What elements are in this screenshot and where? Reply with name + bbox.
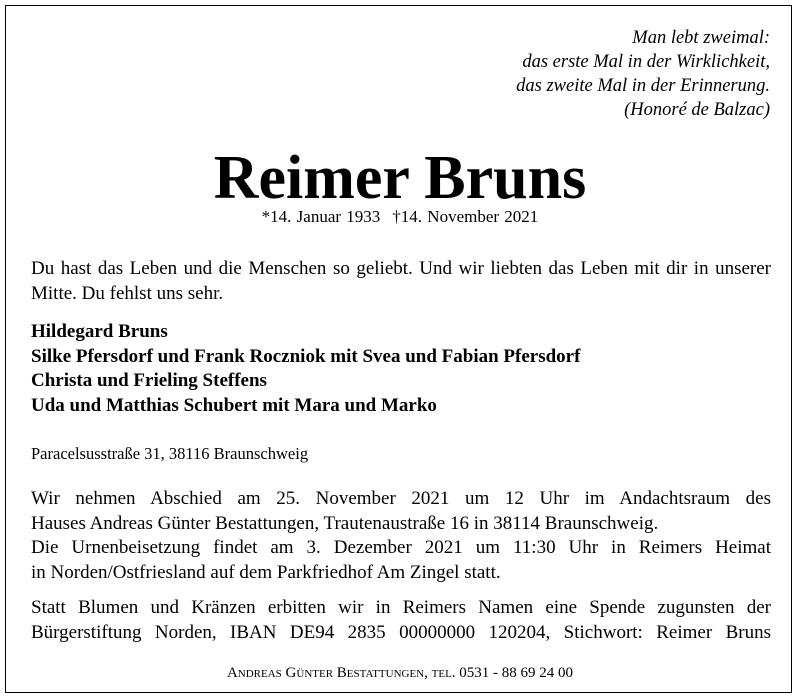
funeral-home-name: Andreas Günter Bestattungen <box>226 665 425 681</box>
mourner-line: Uda und Matthias Schubert mit Mara und Marko <box>31 394 437 416</box>
ceremony-text <box>31 487 771 585</box>
life-dates <box>0 206 800 228</box>
address: Paracelsusstraße 31, 38116 Braunschweig <box>31 444 309 463</box>
donation-line: Bürgerstiftung Norden, IBAN DE94 2835 00000000 120204, Stichwort: Reimer Bruns <box>31 621 771 643</box>
deceased-name: Reimer Bruns <box>213 144 587 212</box>
ceremony-line: Wir nehmen Abschied am 25. November 2021 um 12 Uhr im Andachtsraum des <box>31 488 771 509</box>
mourner-line: Hildegard Bruns <box>31 321 168 342</box>
donation-line: Statt Blumen und Kränzen erbitten wir in Reimers Namen eine Spende zugunsten der <box>31 597 771 618</box>
mourner-line: Silke Pfersdorf und Frank Roczniok mit Svea und Fabian Pfersdorf <box>31 345 581 367</box>
quote-line: das zweite Mal in der Erinnerung. <box>516 76 770 96</box>
funeral-home-phone: tel. 0531 - 88 69 24 00 <box>431 665 574 681</box>
quote-line: das erste Mal in der Wirklichkeit, <box>522 52 770 72</box>
funeral-home-footer: Andreas Günter Bestattungen, tel. 0531 - 88 69 24 00 <box>226 665 574 681</box>
mourner-line: Christa und Frieling Steffens <box>31 370 267 391</box>
quote-line: Man lebt zweimal: <box>632 28 770 48</box>
birth-date: *14. Januar 1933 <box>261 207 381 226</box>
mourners-list <box>31 320 580 418</box>
ceremony-line: Die Urnenbeisetzung findet am 3. Dezember 2021 um 11:30 Uhr in Reimers Heimat <box>31 537 771 558</box>
ceremony-line: in Norden/Ostfriesland auf dem Parkfriedhof Am Zingel statt. <box>31 561 501 583</box>
donation-text <box>31 596 771 645</box>
death-date: †14. November 2021 <box>392 207 539 226</box>
quote-author: (Honoré de Balzac) <box>624 100 770 120</box>
epigraph-quote <box>516 26 770 122</box>
ceremony-line: Hauses Andreas Günter Bestattungen, Trautenaustraße 16 in 38114 Braunschweig. <box>31 512 659 534</box>
intro-text: Du hast das Leben und die Menschen so geliebt. Und wir liebten das Leben mit dir in unserer Mitte. Du fehlst uns sehr. <box>31 258 771 304</box>
